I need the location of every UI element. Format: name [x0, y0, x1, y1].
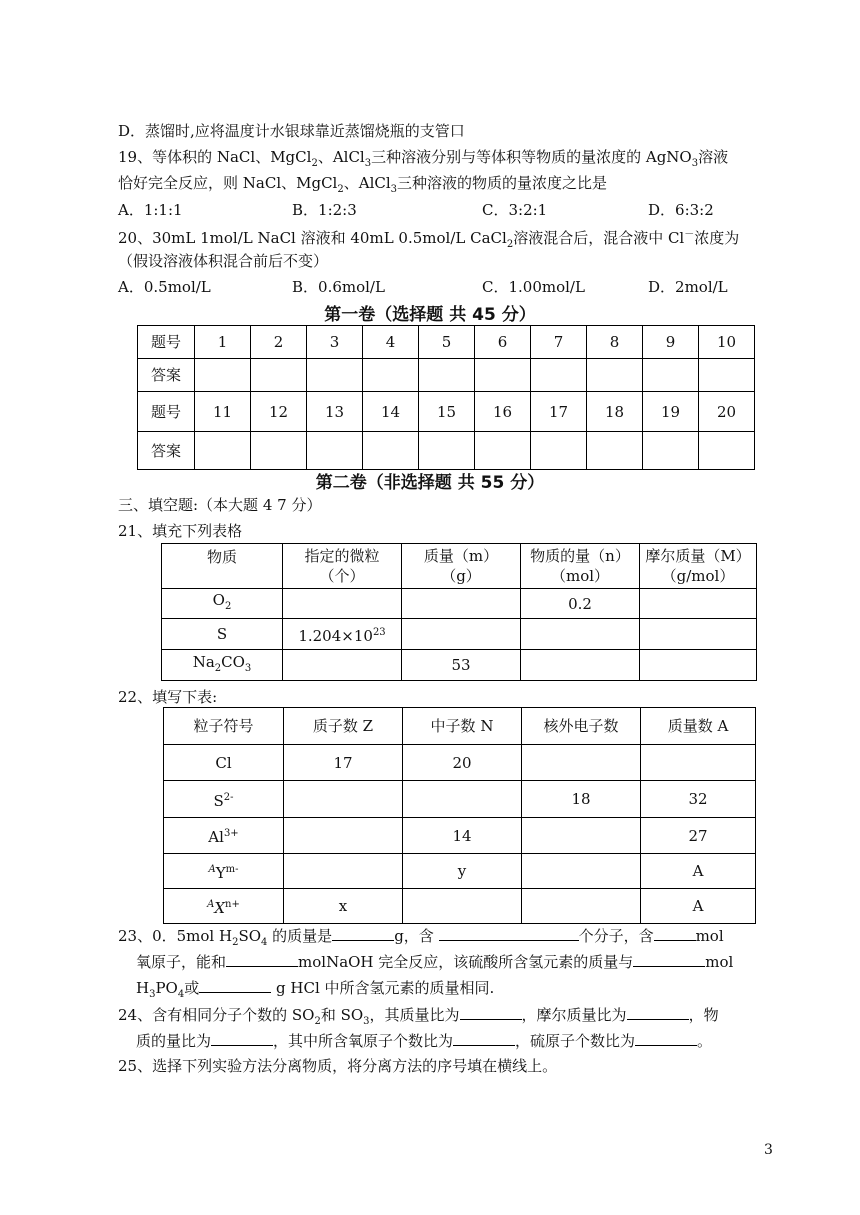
- question-number: 10: [699, 326, 755, 359]
- mass-number-cell: 27: [641, 818, 756, 854]
- electron-cell: 18: [522, 781, 641, 818]
- question-number: 9: [643, 326, 699, 359]
- neutron-cell: y: [403, 854, 522, 889]
- answer-cell[interactable]: [531, 359, 587, 392]
- answer-cell[interactable]: [419, 432, 475, 470]
- q20-option-b: B．0.6mol/L: [292, 278, 385, 296]
- blank-cell[interactable]: [641, 745, 756, 781]
- blank-h3po4[interactable]: [633, 950, 705, 967]
- question-number: 15: [419, 392, 475, 432]
- blank-cell[interactable]: [640, 650, 757, 681]
- header-cell: 质量数 A: [641, 708, 756, 745]
- substance-cell: S: [162, 619, 283, 650]
- answer-cell[interactable]: [419, 359, 475, 392]
- blank-cell[interactable]: [522, 818, 641, 854]
- header-cell: 核外电子数: [522, 708, 641, 745]
- q23-line3: $H_3PO_4$或 g HCl 中所含氢元素的质量相同.: [136, 976, 494, 1006]
- q23-line1: 23、0．5mol $H_2SO_4$ 的质量是 g，含 个分子，含 mol: [118, 924, 724, 954]
- particle-symbol-cell: $S^{2-}$: [164, 781, 284, 818]
- q25-text: 25、选择下列实验方法分离物质，将分离方法的序号填在横线上。: [118, 1057, 558, 1075]
- q22-title: 22、填写下表:: [118, 688, 218, 706]
- q20-option-a: A．0.5mol/L: [118, 278, 211, 296]
- mass-number-cell: A: [641, 854, 756, 889]
- substance-cell: $Na_2CO_3$: [162, 650, 283, 681]
- proton-cell: 17: [284, 745, 403, 781]
- blank-cell[interactable]: [402, 619, 521, 650]
- answer-cell[interactable]: [531, 432, 587, 470]
- q19-option-d: D．6:3:2: [648, 201, 714, 219]
- question-number: 12: [251, 392, 307, 432]
- header-cell: 物质: [162, 544, 283, 589]
- particle-count-cell: $1.204\times 10^{23}$: [283, 619, 402, 650]
- q18-option-d: D．蒸馏时,应将温度计水银球靠近蒸馏烧瓶的支管口: [118, 122, 465, 140]
- answer-cell[interactable]: [363, 432, 419, 470]
- mass-cell: 53: [402, 650, 521, 681]
- q21-title: 21、填充下列表格: [118, 522, 243, 540]
- question-number: 7: [531, 326, 587, 359]
- question-number: 6: [475, 326, 531, 359]
- q20-line2: （假设溶液体积混合前后不变）: [118, 252, 329, 270]
- q20-line1: 20、30mL 1mol/L NaCl 溶液和 40mL 0.5mol/L CaCl$_2$溶液混合后，混合液中 Cl－浓度为: [118, 229, 740, 250]
- blank-molar-mass-ratio[interactable]: [627, 1003, 689, 1020]
- question-number: 1: [195, 326, 251, 359]
- answer-cell[interactable]: [475, 359, 531, 392]
- answer-cell[interactable]: [363, 359, 419, 392]
- blank-hcl[interactable]: [199, 976, 271, 993]
- question-number: 17: [531, 392, 587, 432]
- question-number: 4: [363, 326, 419, 359]
- blank-cell[interactable]: [402, 589, 521, 619]
- q21-table: [161, 543, 757, 681]
- answer-cell[interactable]: [643, 359, 699, 392]
- answer-cell[interactable]: [307, 359, 363, 392]
- question-number: 3: [307, 326, 363, 359]
- blank-oxygen[interactable]: [654, 924, 696, 941]
- header-cell: 指定的微粒 （个）: [283, 544, 402, 589]
- q24-line1: 24、含有相同分子个数的 $SO_2$和 $SO_3$，其质量比为 ，摩尔质量比为 ，物: [118, 1003, 719, 1033]
- question-number: 18: [587, 392, 643, 432]
- question-number: 13: [307, 392, 363, 432]
- row-label: 答案: [138, 432, 195, 470]
- blank-cell[interactable]: [283, 589, 402, 619]
- blank-mass-ratio[interactable]: [460, 1003, 522, 1020]
- answer-cell[interactable]: [195, 359, 251, 392]
- q19-option-c: C．3:2:1: [482, 201, 548, 219]
- particle-symbol-cell: $^AY^{m-}$: [164, 854, 284, 889]
- answer-cell[interactable]: [643, 432, 699, 470]
- amount-cell: 0.2: [521, 589, 640, 619]
- blank-amount-ratio[interactable]: [211, 1029, 273, 1046]
- q20-option-d: D．2mol/L: [648, 278, 728, 296]
- header-cell: 质子数 Z: [284, 708, 403, 745]
- blank-molecules[interactable]: [439, 924, 579, 941]
- question-number: 5: [419, 326, 475, 359]
- blank-naoh[interactable]: [226, 950, 298, 967]
- particle-symbol-cell: Cl: [164, 745, 284, 781]
- row-label: 答案: [138, 359, 195, 392]
- neutron-cell: 20: [403, 745, 522, 781]
- blank-cell[interactable]: [521, 619, 640, 650]
- question-number: 11: [195, 392, 251, 432]
- blank-cell[interactable]: [284, 818, 403, 854]
- particle-symbol-cell: $Al^{3+}$: [164, 818, 284, 854]
- mass-number-cell: 32: [641, 781, 756, 818]
- q19-line2: 恰好完全反应，则 NaCl、MgCl$_2$、AlCl$_3$三种溶液的物质的量浓度之比是: [118, 174, 608, 195]
- row-label: 题号: [138, 392, 195, 432]
- blank-cell[interactable]: [403, 781, 522, 818]
- answer-cell[interactable]: [195, 432, 251, 470]
- page-number: 3: [764, 1142, 773, 1158]
- neutron-cell: 14: [403, 818, 522, 854]
- q19-line1: 19、等体积的 NaCl、MgCl$_2$、AlCl$_3$三种溶液分别与等体积等物质的量浓度的 AgNO$_3$溶液: [118, 148, 729, 169]
- blank-cell[interactable]: [283, 650, 402, 681]
- blank-cell[interactable]: [521, 650, 640, 681]
- answer-cell[interactable]: [251, 359, 307, 392]
- blank-mass[interactable]: [332, 924, 394, 941]
- header-cell: 质量（m） （g）: [402, 544, 521, 589]
- question-number: 20: [699, 392, 755, 432]
- header-cell: 粒子符号: [164, 708, 284, 745]
- question-number: 2: [251, 326, 307, 359]
- question-number: 19: [643, 392, 699, 432]
- blank-cell[interactable]: [403, 889, 522, 924]
- question-number: 8: [587, 326, 643, 359]
- section-title: 三、填空题:（本大题 4 7 分）: [118, 496, 322, 514]
- answer-cell[interactable]: [587, 432, 643, 470]
- q19-option-b: B．1:2:3: [292, 201, 357, 219]
- blank-cell[interactable]: [284, 854, 403, 889]
- q22-table: [163, 707, 756, 924]
- blank-cell[interactable]: [284, 781, 403, 818]
- blank-cell[interactable]: [522, 745, 641, 781]
- q19-option-a: A．1:1:1: [118, 201, 183, 219]
- answer-cell[interactable]: [307, 432, 363, 470]
- header-cell: 物质的量（n） （mol）: [521, 544, 640, 589]
- part2-title: 第二卷（非选择题 共 55 分）: [315, 473, 545, 493]
- blank-cell[interactable]: [640, 589, 757, 619]
- particle-symbol-cell: $^AX^{n+}$: [164, 889, 284, 924]
- blank-cell[interactable]: [522, 854, 641, 889]
- answer-cell[interactable]: [475, 432, 531, 470]
- substance-cell: $O_2$: [162, 589, 283, 619]
- answer-table: [137, 325, 755, 470]
- answer-cell[interactable]: [699, 359, 755, 392]
- blank-cell[interactable]: [640, 619, 757, 650]
- part1-title: 第一卷（选择题 共 45 分）: [324, 305, 536, 325]
- blank-oxygen-ratio[interactable]: [453, 1029, 515, 1046]
- header-cell: 中子数 N: [403, 708, 522, 745]
- header-cell: 摩尔质量（M） （g/mol）: [640, 544, 757, 589]
- row-label: 题号: [138, 326, 195, 359]
- q23-line2: 氧原子，能和 molNaOH 完全反应，该硫酸所含氢元素的质量与 mol: [136, 950, 733, 973]
- q24-line2: 质的量比为 ，其中所含氧原子个数比为 ，硫原子个数比为 。: [136, 1029, 712, 1052]
- answer-cell[interactable]: [699, 432, 755, 470]
- blank-sulfur-ratio[interactable]: [635, 1029, 697, 1046]
- answer-cell[interactable]: [587, 359, 643, 392]
- proton-cell: x: [284, 889, 403, 924]
- question-number: 14: [363, 392, 419, 432]
- question-number: 16: [475, 392, 531, 432]
- q20-option-c: C．1.00mol/L: [482, 278, 585, 296]
- mass-number-cell: A: [641, 889, 756, 924]
- blank-cell[interactable]: [522, 889, 641, 924]
- answer-cell[interactable]: [251, 432, 307, 470]
